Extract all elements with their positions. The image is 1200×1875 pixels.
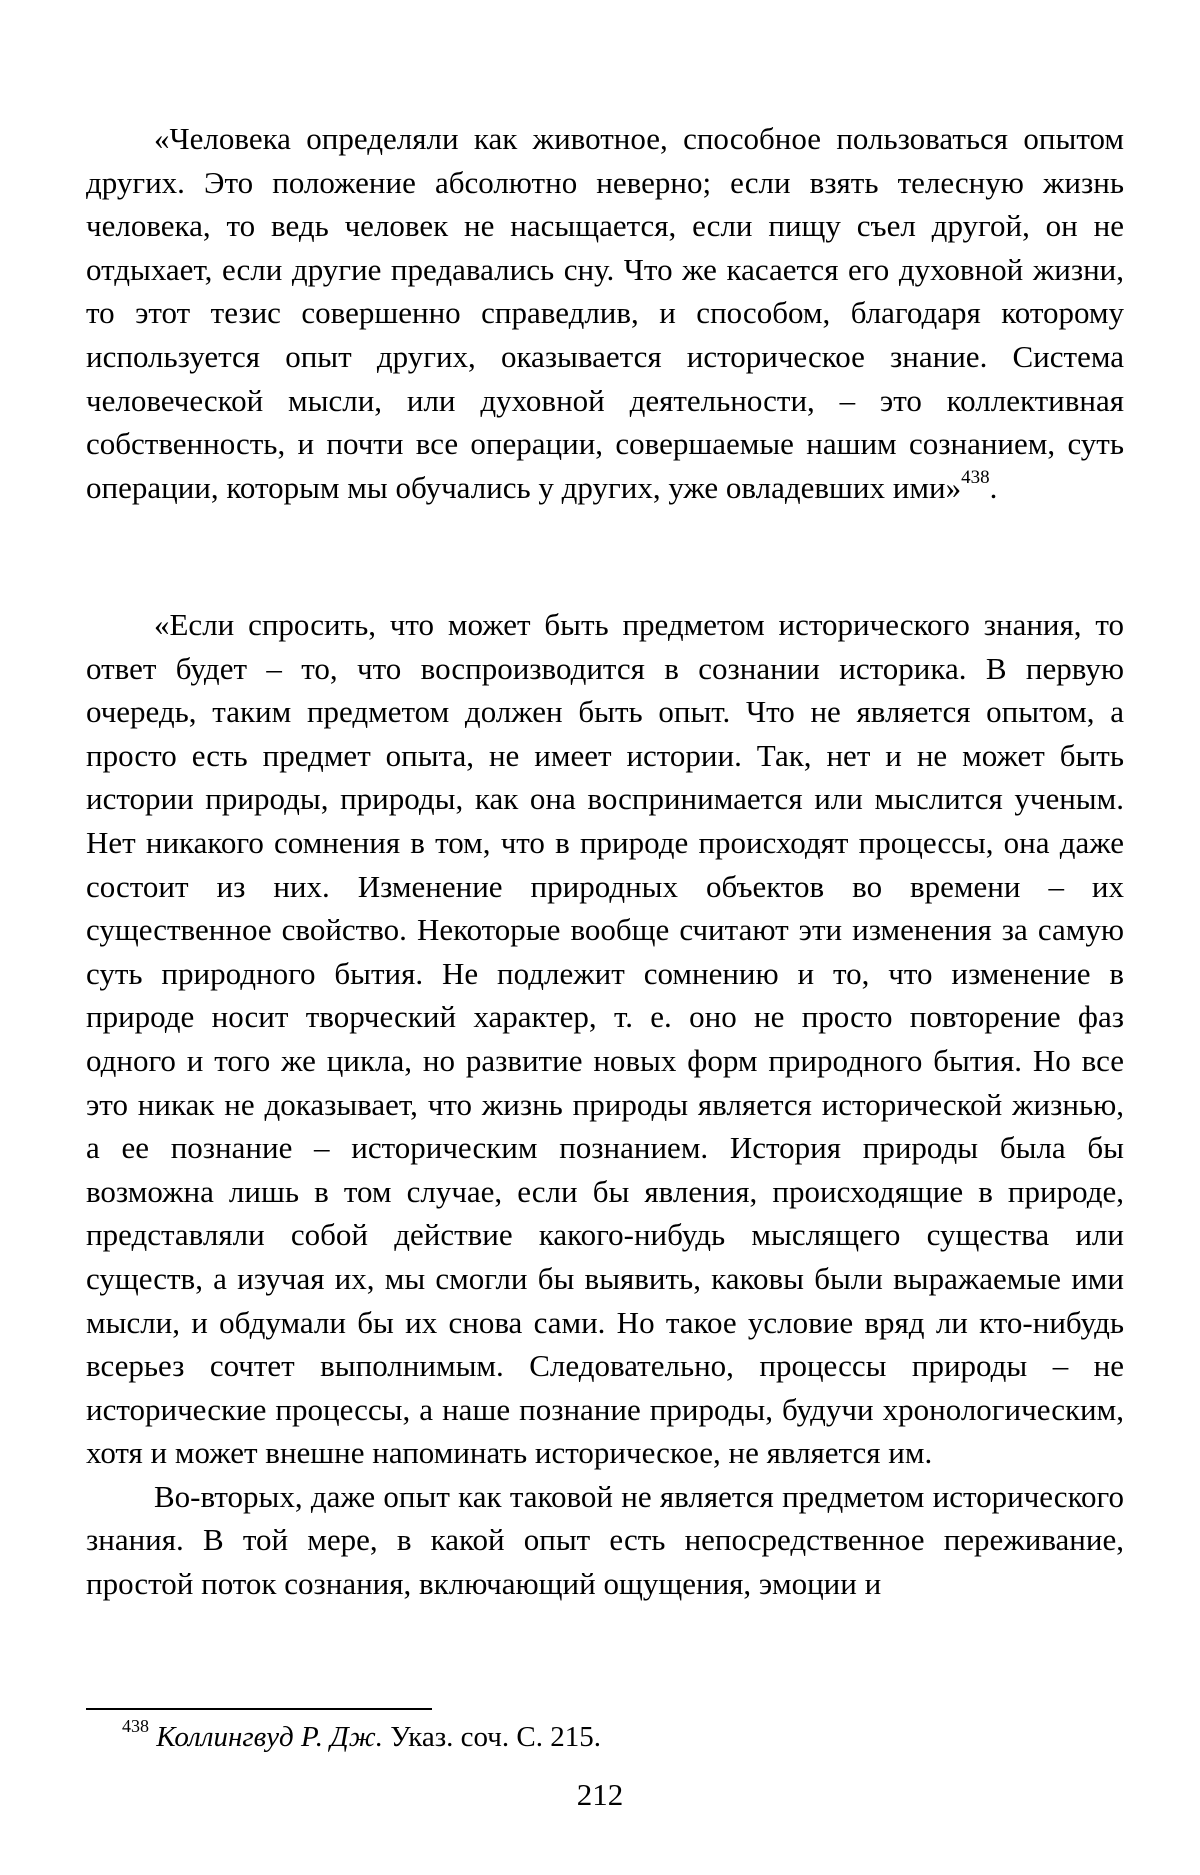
paragraph: Во-вторых, даже опыт как таковой не является предметом исторического знания. В той мере, в какой опыт есть непосредственное переживание, простой поток сознания, включающий ощущения, эмоции и — [86, 1478, 1124, 1602]
footnote-number: 438 — [122, 1716, 149, 1736]
footnote — [122, 1717, 1122, 1757]
paragraph-text: «Человека определяли как животное, способное пользоваться опытом других. Это положение абсолютно неверно; если взять телесную жизнь человека, то ведь человек не насыщается, если пищу съел другой, он не отдыхает, если другие предавались сну. Что же касается его духовной жизни, то этот тезис совершенно справедлив, и способом, благодаря которому используется опыт других, оказывается историческое знание. Система человеческой мысли, или духовной деятельности, – это коллективная собственность, и почти все операции, совершаемые нашим сознанием, суть операции, которым мы обучались у других, уже овладевших ими» — [86, 121, 1124, 505]
footnote-divider — [86, 1708, 432, 1710]
paragraph: «Если спросить, что может быть предметом исторического знания, то ответ будет – то, что воспроизводится в сознании историка. В первую очередь, таким предметом должен быть опыт. Что не является опытом, а просто есть предмет опыта, не имеет истории. Так, нет и не может быть истории природы, природы, как она воспринимается или мыслится ученым. Нет никакого сомнения в том, что в природе происходят процессы, она даже состоит из них. Изменение природных объектов во времени – их существенное свойство. Некоторые вообще считают эти изменения за самую суть природного бытия. Не подлежит сомнению и то, что изменение в природе носит творческий характер, т. е. оно не просто повторение фаз одного и того же цикла, но развитие новых форм природного бытия. Но все это никак не доказывает, что жизнь природы является исторической жизнью, а ее познание – историческим познанием. История природы была бы возможна лишь в том случае, если бы явления, происходящие в природе, представляли собой действие какого-нибудь мыслящего существа или существ, а изучая их, мы смогли бы выявить, каковы были выражаемые ими мысли, и обдумали бы их снова сами. Но такое условие вряд ли кто-нибудь всерьез сочтет выполнимым. Следовательно, процессы природы – не исторические процессы, а наше познание природы, будучи хронологическим, хотя и может внешне напоминать историческое, не является им. — [86, 607, 1124, 1471]
quote-block-2 — [86, 603, 1124, 1606]
paragraph — [86, 117, 1124, 509]
paragraph-end: . — [989, 469, 998, 505]
footnote-source: Указ. соч. С. 215. — [382, 1721, 601, 1753]
footnote-reference[interactable]: 438 — [961, 466, 990, 488]
footnote-author: Коллингвуд Р. Дж. — [156, 1721, 383, 1753]
quote-block-1 — [86, 117, 1124, 509]
page-number: 212 — [576, 1777, 624, 1812]
